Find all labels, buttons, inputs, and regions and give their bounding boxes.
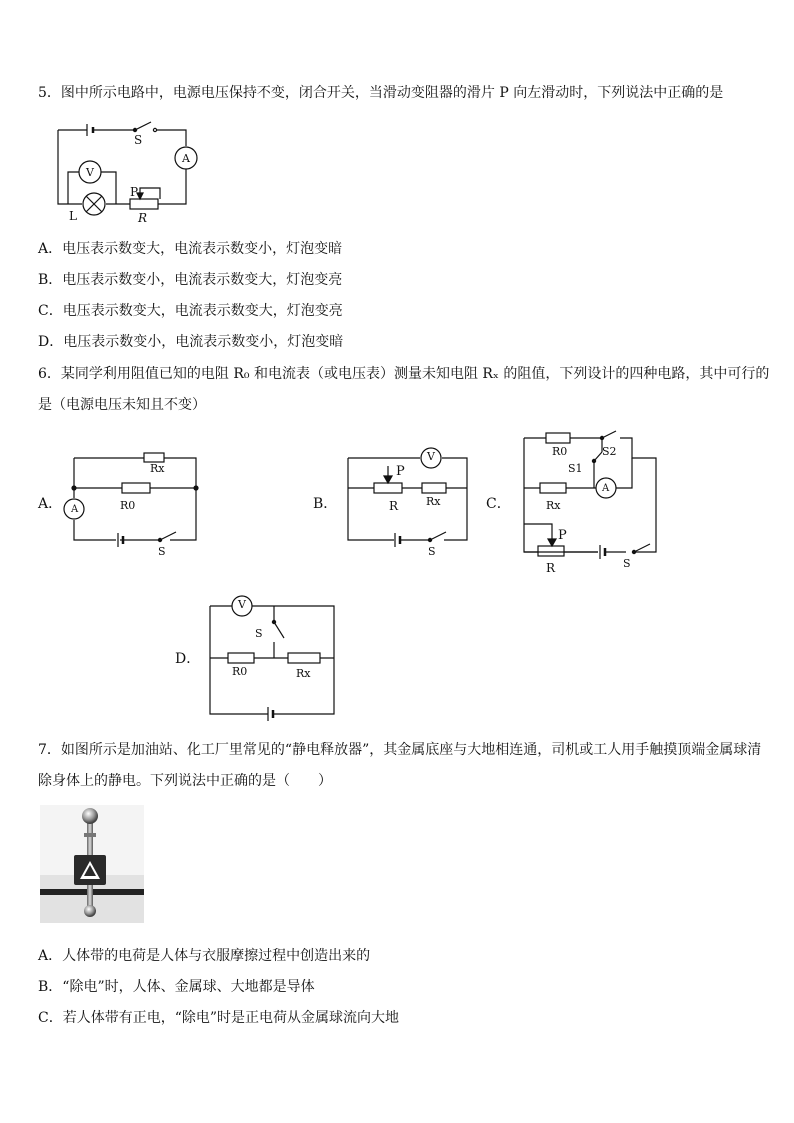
q5-label-a: A — [182, 152, 190, 165]
qc-label-s1: S1 — [568, 462, 583, 475]
q6-option-a-label: A． — [38, 496, 63, 512]
q6-circuit-c — [516, 428, 666, 582]
qc-label-s: S — [623, 557, 631, 570]
q5-label-v: V — [86, 166, 94, 179]
qd-r0-resistor — [228, 653, 254, 663]
qb-switch-blade — [430, 532, 446, 540]
qc-r0-resistor — [546, 433, 570, 443]
q5-option-d: D．电压表示数变小，电流表示数变小，灯泡变暗 — [38, 334, 344, 350]
qb-label-p: P — [396, 464, 405, 479]
q5-rheostat — [130, 199, 158, 209]
q5-option-c: C．电压表示数变大，电流表示数变大，灯泡变亮 — [38, 303, 343, 319]
qa-label-rx: Rx — [150, 462, 165, 475]
qd-s-blade — [274, 622, 284, 638]
q5-option-b: B．电压表示数变小，电流表示数变大，灯泡变亮 — [38, 272, 343, 288]
q6-option-b-label: B． — [313, 496, 338, 512]
q6-circuit-d — [202, 592, 342, 726]
qc-s1-blade — [594, 452, 602, 461]
q7-stem-line2: 除身体上的静电。下列说法中正确的是（ ） — [38, 773, 332, 789]
qb-label-rx: Rx — [426, 495, 441, 508]
q6-stem-line2: 是（电源电压未知且不变） — [38, 397, 206, 413]
qb-wires — [348, 458, 467, 540]
qb-rx-resistor — [422, 483, 446, 493]
q7-option-a: A．人体带的电荷是人体与衣服摩擦过程中创造出来的 — [38, 948, 371, 964]
q5-circuit-diagram — [50, 118, 210, 232]
q6-option-c-label: C． — [486, 496, 511, 512]
qa-label-r0: R0 — [120, 499, 136, 512]
q5-top-wire — [58, 130, 186, 146]
qc-label-p: P — [558, 528, 567, 543]
qa-label-s: S — [158, 545, 166, 558]
qc-s2-blade — [602, 431, 616, 438]
q5-switch-blade — [135, 122, 151, 130]
q5-label-s: S — [134, 133, 143, 147]
q7-option-b: B．“除电”时，人体、金属球、大地都是导体 — [38, 979, 315, 995]
q7-option-c: C．若人体带有正电，“除电”时是正电荷从金属球流向大地 — [38, 1010, 400, 1026]
qd-label-s: S — [255, 627, 263, 640]
q5-label-l: L — [69, 209, 77, 223]
qc-rx-resistor — [540, 483, 566, 493]
q6-circuit-a — [60, 448, 210, 564]
qc-label-rx: Rx — [546, 499, 561, 512]
q7-stem-line1: 7．如图所示是加油站、化工厂里常见的“静电释放器”，其金属底座与大地相连通，司机或工人用手触摸顶端金属球清 — [38, 742, 762, 758]
qc-wires — [524, 438, 656, 552]
qd-label-rx: Rx — [296, 667, 311, 680]
q5-option-a: A．电压表示数变大，电流表示数变小，灯泡变暗 — [38, 241, 343, 257]
qb-label-s: S — [428, 545, 436, 558]
qa-r0-resistor — [122, 483, 150, 493]
qb-slider-arrow — [384, 476, 392, 483]
qa-node-left — [72, 486, 76, 490]
qc-slider-wire — [524, 524, 552, 540]
qb-label-r: R — [389, 499, 399, 513]
qa-node-right — [194, 486, 198, 490]
q6-stem-line1: 6．某同学利用阻值已知的电阻 R₀ 和电流表（或电压表）测量未知电阻 Rₓ 的阻值，下列设计的四种电路，其中可行的 — [38, 366, 770, 382]
qd-rx-resistor — [288, 653, 320, 663]
q5-main-wires — [58, 130, 186, 204]
qc-r-rheostat — [538, 546, 564, 556]
q5-label-r: R — [138, 211, 148, 225]
qc-label-meter: A — [602, 483, 610, 494]
static-discharger-photo — [40, 805, 144, 923]
qc-switch-blade — [634, 544, 650, 552]
qb-r-rheostat — [374, 483, 402, 493]
qc-label-s2: S2 — [602, 445, 617, 458]
q5-switch-contact — [153, 128, 156, 131]
qc-slider-arrow — [548, 539, 556, 546]
qa-switch-blade — [160, 532, 176, 540]
qb-label-v: V — [427, 450, 435, 463]
qd-label-v: V — [238, 598, 246, 611]
qa-label-meter: A — [71, 504, 79, 515]
qc-label-r: R — [546, 561, 556, 575]
qd-label-r0: R0 — [232, 665, 248, 678]
qc-label-r0: R0 — [552, 445, 568, 458]
metal-ball — [82, 808, 98, 824]
q6-option-d-label: D． — [175, 651, 201, 667]
q5-label-p: P — [130, 185, 139, 199]
q5-stem: 5．图中所示电路中，电源电压保持不变，闭合开关，当滑动变阻器的滑片 P 向左滑动时，下列说法中正确的是 — [38, 85, 724, 101]
q6-circuit-b — [340, 444, 480, 564]
